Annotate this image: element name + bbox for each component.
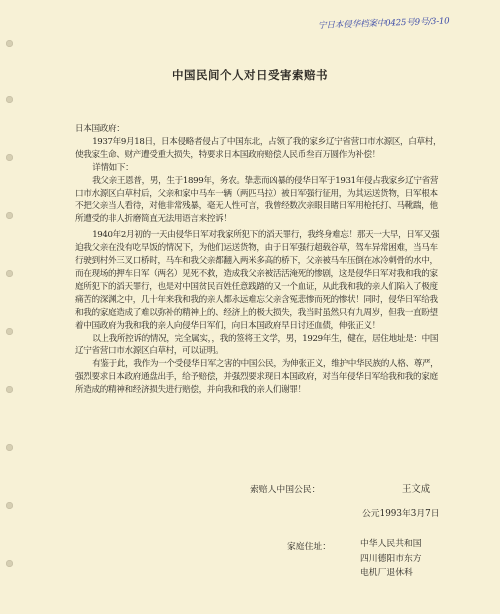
claimant-label: 索赔人中国公民：: [250, 485, 321, 495]
letter-date: 公元1993年3月7日: [362, 509, 440, 519]
paragraph-intro: 1937年9月18日，日本侵略者侵占了中国东北，占领了我的家乡辽宁省营口市水源区，白草村，使我家生命、财产遭受重大损失，特要求日本国政府赔偿人民币叁百万圆作为补偿！: [75, 136, 442, 160]
document-title: 中国民间个人对日受害索赔书: [172, 68, 328, 82]
handwritten-archive-note: 宁日本侵华档案中0425号9号/3-10: [317, 16, 450, 32]
claimant-name: 王文成: [402, 484, 431, 495]
punch-hole: [6, 444, 13, 451]
punch-hole: [6, 328, 13, 335]
punch-hole: [6, 270, 13, 277]
punch-hole: [6, 386, 13, 393]
punch-hole: [6, 502, 13, 509]
punch-hole: [6, 212, 13, 219]
paragraph-father: 我父亲王恩普，男，生于1899年，务农。挚悲而凶暴的侵华日军于1931年侵占我家乡辽宁省营口市水源区白草村后，父亲和家中马车一辆（两匹马拉）被日军强行征用，为其运送货物，日军根本不把父亲当人看待，对他非常残暴，毫无人性可言，我曾经数次亲眼目睹日军用枪托打、马靴踹，他所遭受的非人折磨简直无法用语言来控诉！: [75, 175, 439, 225]
punch-hole: [6, 154, 13, 161]
punch-hole: [6, 96, 13, 103]
address-value: 中华人民共和国四川德阳市东方电机厂退休科: [360, 539, 422, 578]
address-label: 家庭住址：: [287, 542, 331, 552]
paragraph-details-heading: 详情如下：: [92, 162, 134, 173]
paragraph-demand: 有鉴于此，我作为一个受侵华日军之害的中国公民，为伸张正义，维护中华民族的人格、尊严，强烈要求日本政府通盘出手，给予赔偿，并强烈要求现日本国政府，对当年侵华日军给我和我的家庭所造成的精神和经济损失进行赔偿，并向我和我的亲人们谢罪！: [75, 359, 439, 396]
salutation: 日本国政府：: [75, 124, 125, 134]
paragraph-witness: 以上我所控诉的情况，完全属实，，我的签将王文学，男，1929年生，健在，居住地址是：中国辽宁省营口市水源区白草村，可以证明。: [75, 333, 439, 357]
punch-hole: [6, 560, 13, 567]
letter-body: [75, 123, 445, 397]
paragraph-incident: 1940年2月初的一天由侵华日军对我家所犯下的滔天罪行，我终身难忘！那天一大早，日军又强迫我父亲在没有吃早饭的情况下，为他们运送货物，由于日军强行超载谷草，驾车异常困难，当马车行驶到村外三叉口桥时，马车和我父亲都翻入两米多高的桥下，父亲被马车压倒在冰冷刺骨的水中，而在现场的押车日军（两名）见死不救，造成我父亲被活活淹死的惨剧，这是侵华日军对我和我的家庭所犯下的滔天罪行，也是对中国贫民百姓任意践踏的又一个血证，从此我和我的亲人们陷入了极度痛苦的深渊之中，几十年来我和我的亲人都永远难忘父亲含冤悲惨而死的惨状！同时，侵华日军给我和我的家庭造成了难以弥补的精神上的、经济上的极大损失，我当时虽然只有九周岁，但我一直盼望着中国政府为我和我的亲人向侵华日军们，向日本国政府早日讨还血债，伸张正义！: [75, 230, 440, 331]
punch-hole: [6, 40, 13, 47]
